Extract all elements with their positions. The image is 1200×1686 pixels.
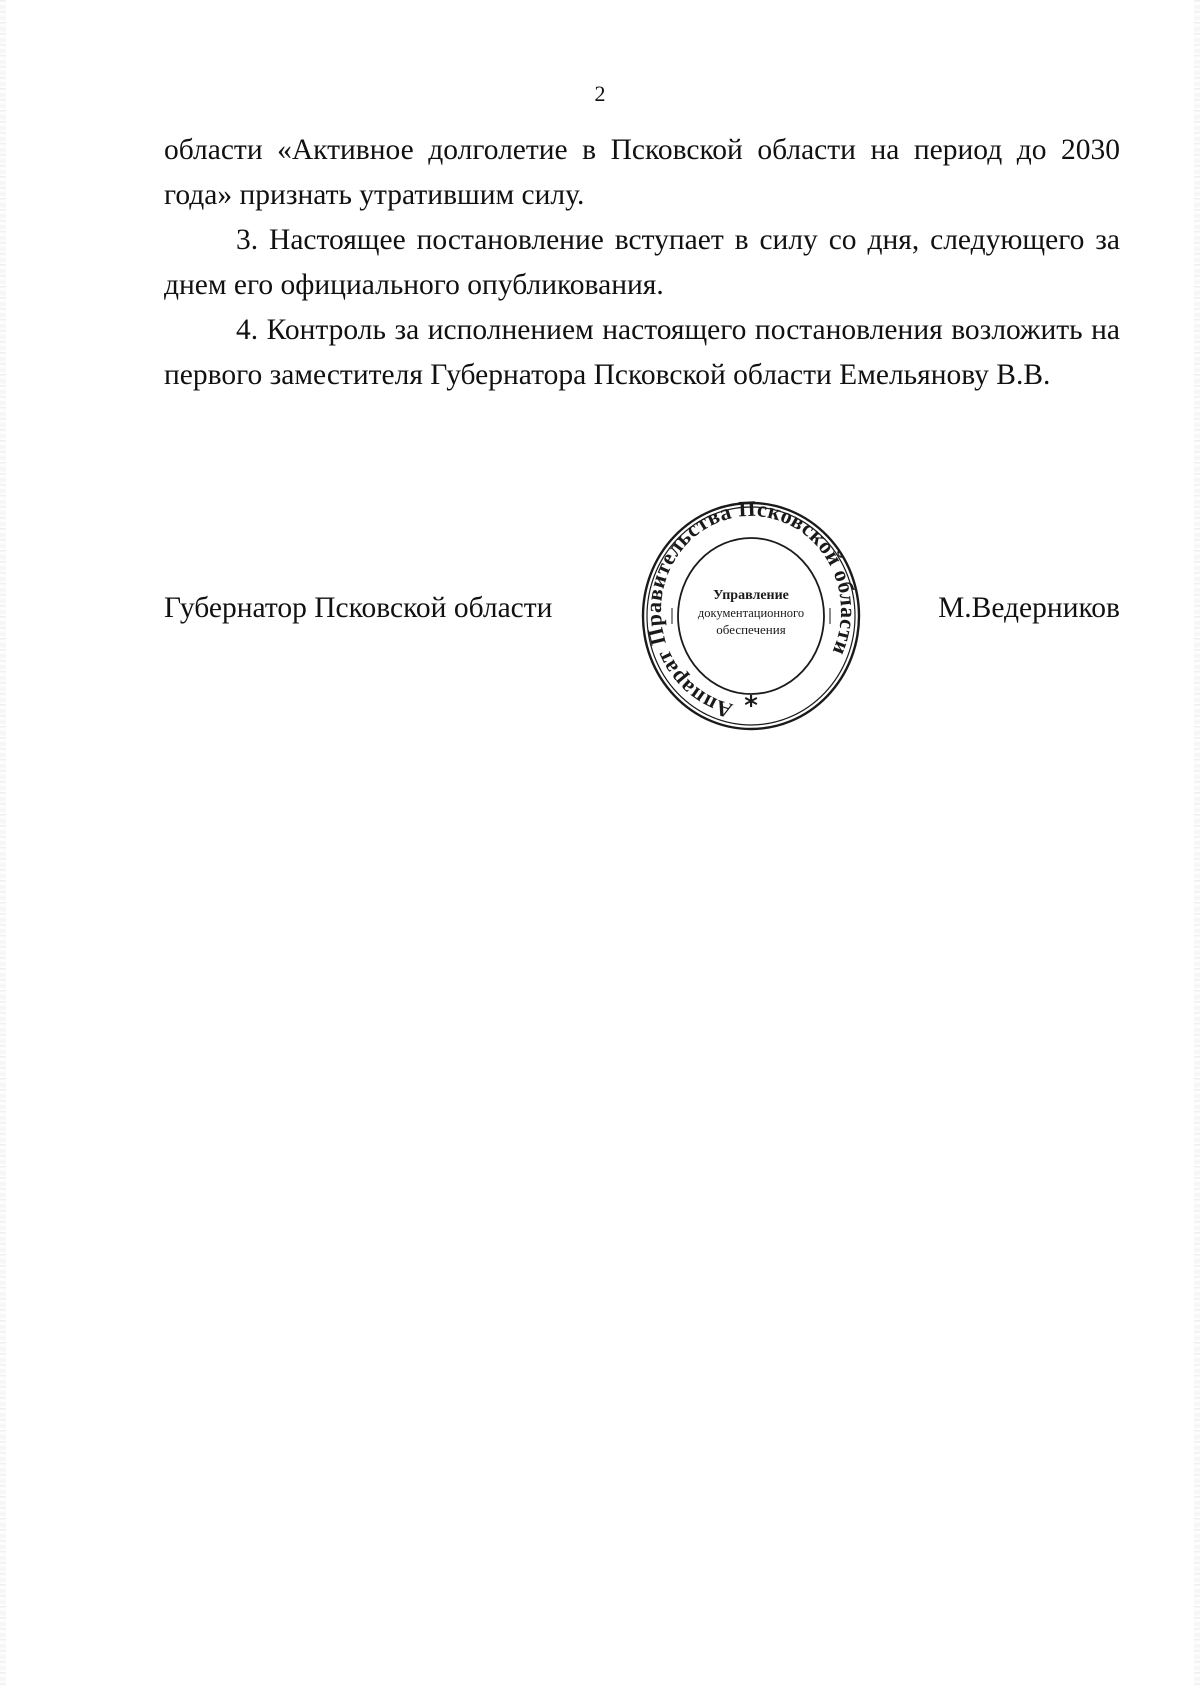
signatory-position: Губернатор Псковской области xyxy=(164,592,553,624)
scan-edge-right xyxy=(1194,0,1200,1686)
page-number: 2 xyxy=(594,81,606,106)
seal-center-line-3: обеспечения xyxy=(716,622,786,637)
paragraph-item-3: 3. Настоящее постановление вступает в силу со дня, следующего за днем его официального опубликования. xyxy=(164,224,1120,301)
seal-center-line-1: Управление xyxy=(713,588,789,603)
paragraph-item-4: 4. Контроль за исполнением настоящего постановления возложить на первого заместителя Губернатора Псковской области Емельянову В.В. xyxy=(164,314,1120,391)
seal-graphic xyxy=(640,500,862,732)
document-body xyxy=(164,128,1120,398)
signatory-name: М.Ведерников xyxy=(938,592,1120,624)
seal-ring-textpath: Аппарат Правительства Псковской области xyxy=(640,500,862,724)
seal-center-line-2: документационного xyxy=(697,606,805,620)
official-seal xyxy=(640,500,862,732)
seal-star-icon: * xyxy=(744,691,758,721)
scan-edge-left xyxy=(0,0,6,1686)
paragraph-continuation: области «Активное долголетие в Псковской области на период до 2030 года» признать утратившим силу. xyxy=(164,134,1120,211)
